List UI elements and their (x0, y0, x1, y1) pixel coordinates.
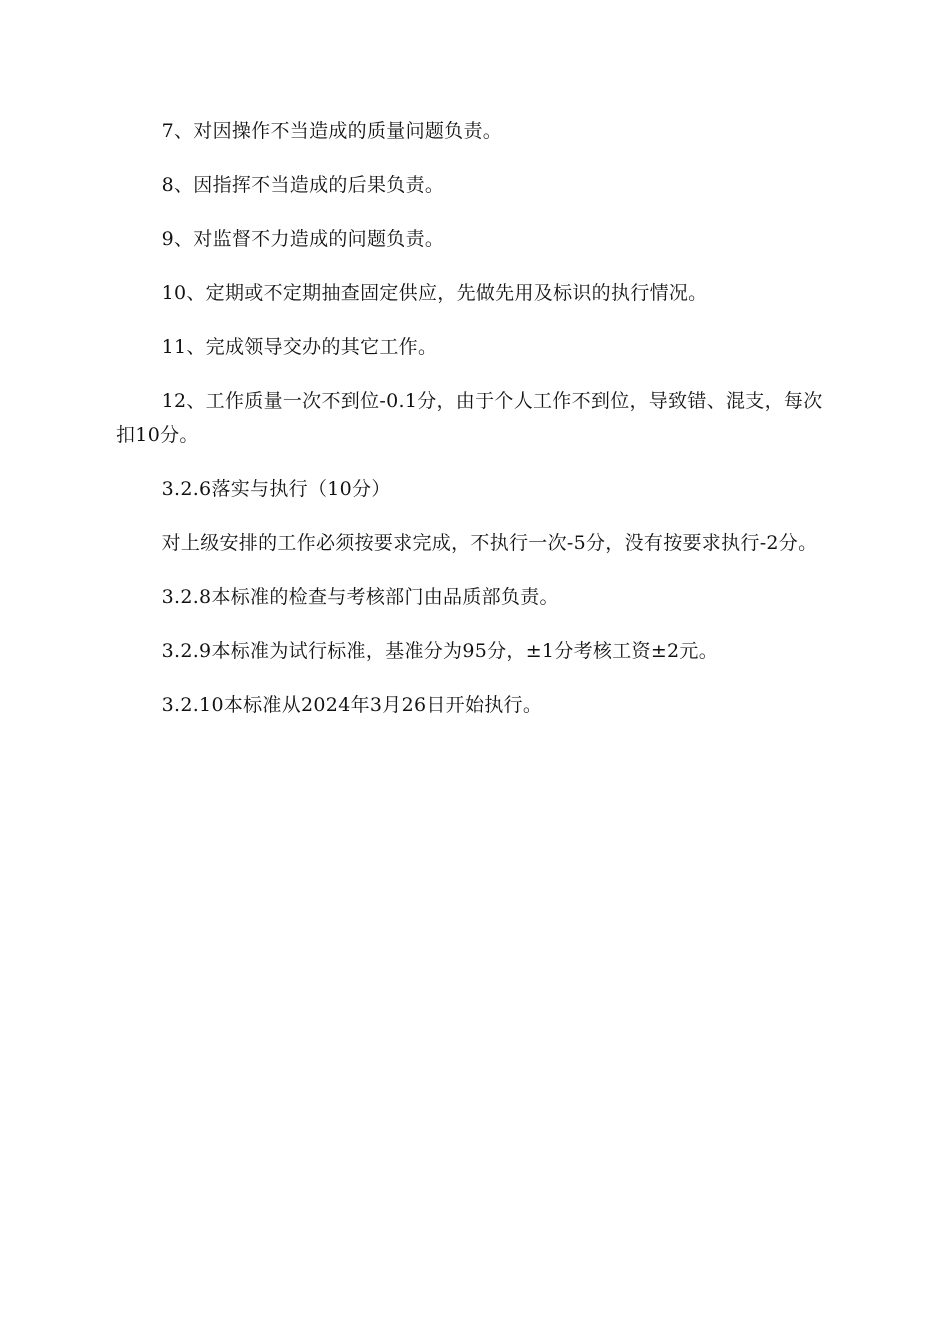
paragraph-item-8: 8、因指挥不当造成的后果负责。 (161, 174, 445, 196)
paragraph-3-2-8: 3.2.8本标准的检查与考核部门由品质部负责。 (161, 586, 559, 608)
section-heading-3-2-6: 3.2.6落实与执行（10分） (161, 478, 391, 500)
paragraph-item-10: 10、定期或不定期抽查固定供应，先做先用及标识的执行情况。 (161, 282, 708, 304)
document-body (116, 114, 828, 742)
paragraph-item-12: 12、工作质量一次不到位-0.1分，由于个人工作不到位，导致错、混支，每次扣10分。 (116, 390, 823, 446)
paragraph-3-2-10: 3.2.10本标准从2024年3月26日开始执行。 (161, 694, 543, 716)
paragraph-3-2-9: 3.2.9本标准为试行标准，基准分为95分，±1分考核工资±2元。 (161, 640, 719, 662)
paragraph-item-11: 11、完成领导交办的其它工作。 (161, 336, 438, 358)
paragraph-execution-rule: 对上级安排的工作必须按要求完成，不执行一次-5分，没有按要求执行-2分。 (161, 532, 818, 554)
paragraph-item-7: 7、对因操作不当造成的质量问题负责。 (161, 120, 503, 142)
paragraph-item-9: 9、对监督不力造成的问题负责。 (161, 228, 445, 250)
